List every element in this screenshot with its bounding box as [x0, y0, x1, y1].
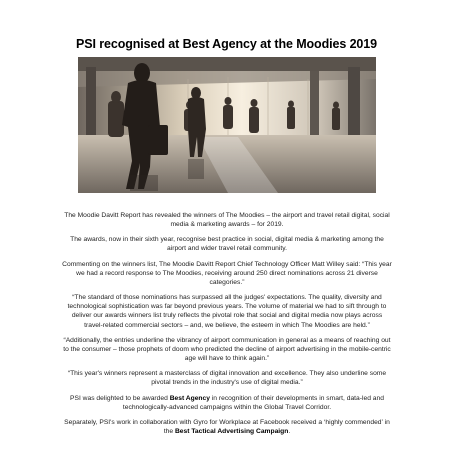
text: . [288, 428, 291, 436]
paragraph: “Additionally, the entries underline the vibrancy of airport communication in general as a means of reaching out to the consumer – those prophets of doom who predicted the decline of airport advertising in the mobile-centric age will have to think again.” [63, 336, 391, 362]
paragraph [62, 418, 392, 436]
article-title: PSI recognised at Best Agency at the Moodies 2019 [76, 37, 377, 51]
airport-terminal-photo [78, 57, 376, 193]
text: in recognition of their developments in smart, data-led and technologically-advanced campaigns within the Global Travel Corridor. [122, 394, 384, 411]
paragraph: The awards, now in their sixth year, recognise best practice in social, digital media & marketing among the airport and wider travel retail community. [70, 236, 384, 253]
paragraph: “This year's winners represent a masterclass of digital innovation and excellence. They also underline some pivotal trends in the industry's use of digital media.” [67, 370, 387, 387]
emphasis: Best Agency [169, 394, 210, 402]
text: PSI was delighted to be awarded [70, 394, 170, 402]
paragraph: Commenting on the winners list, The Moodie Davitt Report Chief Technology Officer Matt Willey said: “This year we had a record response to The Moodies, receiving around 250 direct nominations across 21 diverse categories.” [62, 260, 392, 286]
paragraph [62, 394, 392, 412]
emphasis: Best Tactical Advertising Campaign [174, 428, 289, 436]
text: Separately, PSI's work in collaboration with Gyro for Workplace at Facebook received a ‘highly commended’ in the [64, 419, 390, 436]
article-body [62, 211, 392, 442]
paragraph: The Moodie Davitt Report has revealed the winners of The Moodies – the airport and travel retail digital, social media & marketing awards – for 2019. [64, 212, 390, 229]
paragraph: “The standard of those nominations has surpassed all the judges' expectations. The quality, diversity and technological sophistication was far beyond previous years. The volume of material we had to sift through to deliver our awards winners list truly reflects the pivotal role that social and digital media now plays across travel-related commercial sectors – and, we believe, the esteem in which The Moodies are held.” [67, 294, 387, 329]
